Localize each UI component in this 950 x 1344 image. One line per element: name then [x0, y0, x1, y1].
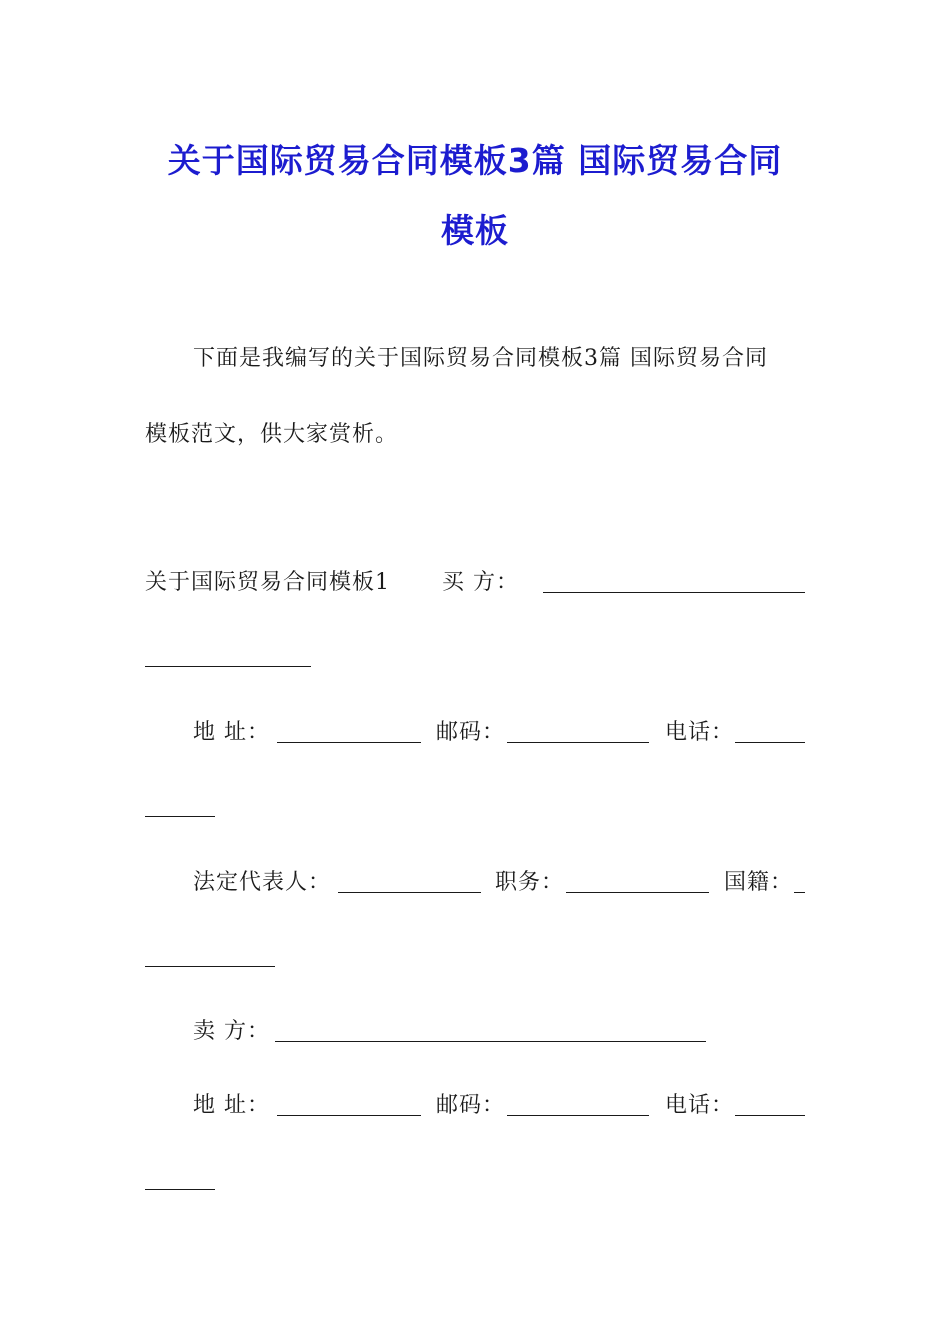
seller-postcode-field[interactable] — [507, 1115, 649, 1116]
buyer-field-continued[interactable] — [145, 666, 311, 667]
buyer-address-label: 地 址： — [193, 720, 270, 745]
buyer-row — [145, 568, 519, 598]
seller-phone-field[interactable] — [735, 1115, 805, 1116]
template-heading: 关于国际贸易合同模板1 — [145, 570, 390, 595]
buyer-postcode-field[interactable] — [507, 742, 649, 743]
buyer-nationality-field-continued[interactable] — [145, 966, 275, 967]
seller-phone-field-continued[interactable] — [145, 1189, 215, 1190]
buyer-phone-field-continued[interactable] — [145, 816, 215, 817]
buyer-rep-label: 法定代表人： — [193, 870, 332, 895]
buyer-address-row — [193, 718, 270, 748]
buyer-label: 买 方： — [442, 570, 519, 595]
buyer-address-field[interactable] — [277, 742, 421, 743]
document-title-line-2: 模板 — [441, 211, 509, 250]
seller-field[interactable] — [275, 1041, 706, 1042]
buyer-nationality-field[interactable] — [794, 892, 805, 893]
buyer-postcode-label: 邮码： — [436, 720, 506, 745]
intro-line-2: 模板范文，供大家赏析。 — [145, 422, 399, 447]
seller-label: 卖 方： — [193, 1019, 270, 1044]
seller-phone-label: 电话： — [665, 1093, 735, 1118]
buyer-phone-label: 电话： — [665, 720, 735, 745]
seller-postcode-label: 邮码： — [436, 1093, 506, 1118]
document-title-line-1: 关于国际贸易合同模板3篇 国际贸易合同 — [167, 141, 783, 180]
buyer-nationality-label: 国籍： — [724, 870, 794, 895]
buyer-field[interactable] — [543, 592, 805, 593]
buyer-position-field[interactable] — [566, 892, 709, 893]
seller-address-field[interactable] — [277, 1115, 421, 1116]
intro-line-1: 下面是我编写的关于国际贸易合同模板3篇 国际贸易合同 — [193, 346, 768, 371]
buyer-rep-field[interactable] — [338, 892, 481, 893]
buyer-position-label: 职务： — [495, 870, 565, 895]
buyer-phone-field[interactable] — [735, 742, 805, 743]
seller-address-label: 地 址： — [193, 1093, 270, 1118]
